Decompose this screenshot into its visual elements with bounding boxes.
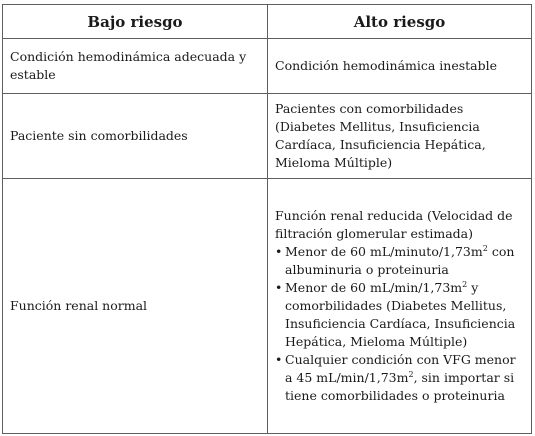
list-item bbox=[275, 351, 524, 405]
criterion-text: Cualquier condición con VFG menor a 45 mL/min/1,73m bbox=[285, 352, 516, 385]
renal-intro: Función renal reducida (Velocidad de filtración glomerular estimada) bbox=[275, 208, 513, 241]
header-low-risk: Bajo riesgo bbox=[3, 5, 268, 39]
risk-table bbox=[2, 4, 532, 434]
table-row bbox=[3, 39, 532, 94]
list-item bbox=[275, 243, 524, 279]
criterion-text: Menor de 60 mL/minuto/1,73m bbox=[285, 244, 483, 259]
header-row bbox=[3, 5, 532, 39]
cell-low-hemodynamic: Condición hemodinámica adecuada y estable bbox=[3, 39, 268, 94]
table-row bbox=[3, 179, 532, 434]
cell-high-comorbidities: Pacientes con comorbilidades (Diabetes Mellitus, Insuficiencia Cardíaca, Insuficiencia Hepática, Mieloma Múltiple) bbox=[268, 94, 532, 179]
header-high-risk: Alto riesgo bbox=[268, 5, 532, 39]
criterion-text: Menor de 60 mL/min/1,73m bbox=[285, 280, 463, 295]
superscript: 2 bbox=[408, 369, 414, 379]
cell-low-comorbidities: Paciente sin comorbilidades bbox=[3, 94, 268, 179]
list-item bbox=[275, 279, 524, 351]
cell-high-renal bbox=[268, 179, 532, 434]
criterion-text: con albuminuria o proteinuria bbox=[285, 244, 515, 277]
criterion-text: y comorbilidades (Diabetes Mellitus, Insuficiencia Cardíaca, Insuficiencia Hepática, Mieloma Múltiple) bbox=[285, 280, 516, 349]
superscript: 2 bbox=[482, 243, 488, 253]
table-row bbox=[3, 94, 532, 179]
cell-high-hemodynamic: Condición hemodinámica inestable bbox=[268, 39, 532, 94]
superscript: 2 bbox=[462, 279, 468, 289]
renal-criteria-list bbox=[275, 243, 524, 405]
cell-low-renal: Función renal normal bbox=[3, 179, 268, 434]
criterion-text: , sin importar si tiene comorbilidades o proteinuria bbox=[285, 370, 515, 403]
